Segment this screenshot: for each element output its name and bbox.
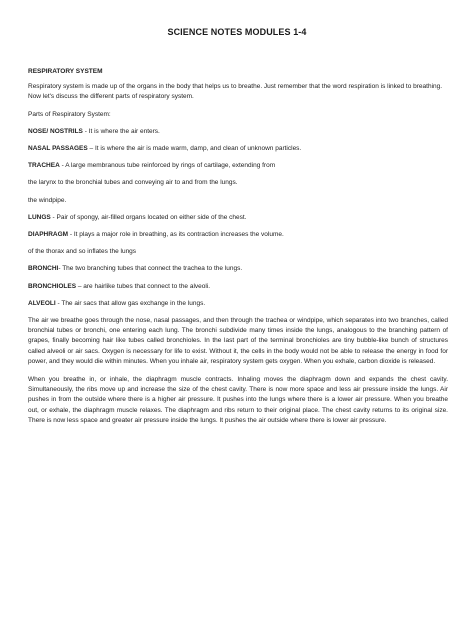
document-body <box>28 67 448 434</box>
definition-text: - The air sacs that allow gas exchange in the lungs. <box>55 299 206 307</box>
definition-text: - The two branching tubes that connect the trachea to the lungs. <box>58 265 243 273</box>
definition-term: DIAPHRAGM <box>28 231 69 239</box>
definition-nose <box>28 127 448 137</box>
definition-diaphragm-continued <box>28 247 448 257</box>
definition-bronchioles <box>28 282 448 292</box>
definition-term: TRACHEA <box>28 162 60 170</box>
definition-term: BRONCHIOLES <box>28 282 77 290</box>
body-paragraph-breathing-path: The air we breathe goes through the nose, nasal passages, and then through the trachea or windpipe, which separates into two branches, called bronchial tubes or bronchi, one entering each lung. The bronchi subdivide many times inside the lungs, analogous to the branching pattern of grapes, finally becoming hair like tubes called bronchioles. In the last part of the terminal bronchioles are tiny bubble-like bunch of structures called alveoli or air sacs. Oxygen is necessary for life to exist. Without it, the cells in the body would not be able to release the energy in food for power, and they would die within minutes. When you inhale air, respiratory system gets oxygen. When you exhale, carbon dioxide is released. <box>28 317 448 365</box>
section-heading: RESPIRATORY SYSTEM <box>28 68 103 75</box>
page-title: SCIENCE NOTES MODULES 1-4 <box>167 27 307 37</box>
definition-text: – are hairlike tubes that connect to the alveoli. <box>76 282 211 290</box>
definition-trachea <box>28 161 448 171</box>
definition-lungs <box>28 213 448 223</box>
definition-term: NASAL PASSAGES <box>28 145 88 153</box>
definition-text: the windpipe. <box>28 196 67 204</box>
definition-list <box>28 127 448 309</box>
definition-term: LUNGS <box>28 213 51 221</box>
definition-nasal-passages <box>28 144 448 154</box>
definition-text: – It is where the air is made warm, damp, and clean of unknown particles. <box>87 145 302 153</box>
definition-diaphragm <box>28 230 448 240</box>
definition-term: ALVEOLI <box>28 299 56 307</box>
definition-text: - A large membranous tube reinforced by rings of cartilage, extending from <box>59 162 276 170</box>
parts-heading: Parts of Respiratory System: <box>28 110 111 118</box>
definition-text: of the thorax and so inflates the lungs <box>28 248 137 256</box>
body-paragraph-inhale-exhale: When you breathe in, or inhale, the diaphragm muscle contracts. Inhaling moves the diaphragm down and expands the chest cavity. Simultaneously, the ribs move up and increase the size of the chest cavity. There is now more space and less air pressure inside the lungs. Air pushes in from the outside where there is a higher air pressure. It pushes into the lungs where there is a lower air pressure. When you breathe out, or exhale, the diaphragm muscle relaxes. The diaphragm and ribs return to their original place. The chest cavity returns to its original size. There is now less space and greater air pressure inside the lungs. It pushes the air outside where there is lower air pressure. <box>28 376 448 424</box>
definition-text: the larynx to the bronchial tubes and conveying air to and from the lungs. <box>28 179 238 187</box>
definition-text: - It is where the air enters. <box>82 127 160 135</box>
definition-text: - It plays a major role in breathing, as its contraction increases the volume. <box>68 231 284 239</box>
definition-windpipe-line <box>28 196 448 206</box>
definition-text: - Pair of spongy, air-filled organs located on either side of the chest. <box>50 213 247 221</box>
definition-trachea-continued <box>28 178 448 188</box>
intro-paragraph: Respiratory system is made up of the organs in the body that helps us to breathe. Just remember that the word respiration is linked to breathing. Now let's discuss the different parts of respiratory system. <box>28 83 443 101</box>
definition-term: BRONCHI <box>28 265 59 273</box>
definition-term: NOSE/ NOSTRILS <box>28 127 83 135</box>
definition-alveoli <box>28 299 448 309</box>
definition-bronchi <box>28 264 448 274</box>
